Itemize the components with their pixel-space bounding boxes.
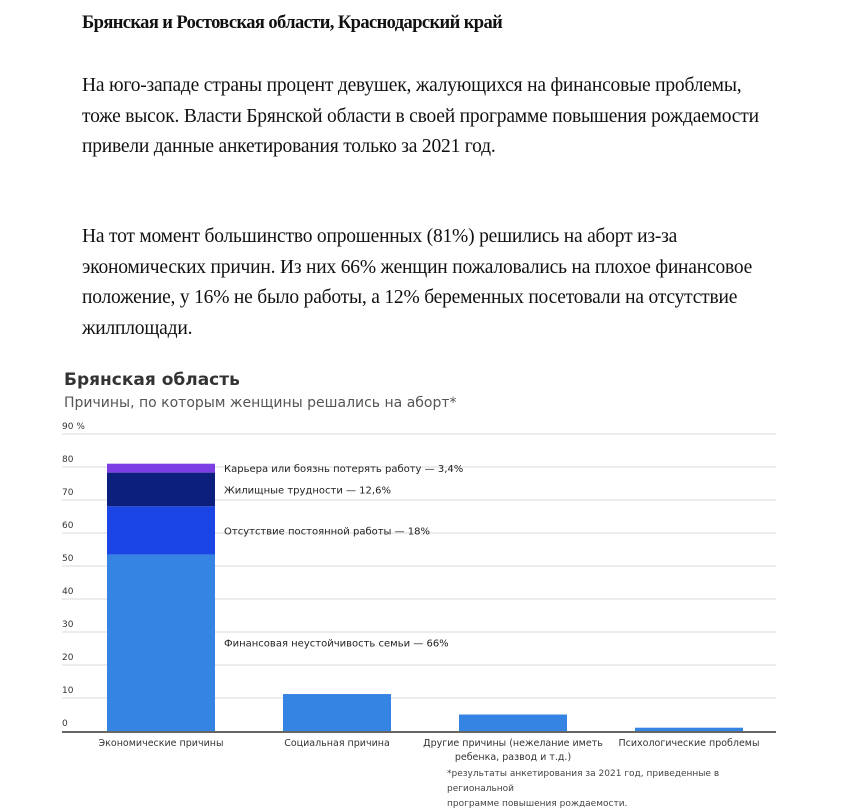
- y-tick-label: 0: [62, 719, 68, 729]
- x-tick-label: Психологические проблемы: [618, 738, 760, 749]
- section-heading: Брянская и Ростовская области, Краснодарский край: [82, 13, 503, 33]
- paragraph-1: На юго-западе страны процент девушек, жалующихся на финансовые проблемы, тоже высок. Власти Брянской области в своей программе повышения рождаемости привели данные анкетирования только за 2021 год.: [82, 75, 759, 157]
- bar-segment: [107, 506, 215, 554]
- y-tick-label: 10: [62, 686, 74, 696]
- x-tick-label: Другие причины (нежелание иметь: [423, 738, 603, 749]
- bar: [635, 728, 743, 731]
- bar: [459, 715, 567, 732]
- chart-subtitle: Причины, по которым женщины решались на аборт*: [64, 395, 457, 411]
- bars: [107, 464, 743, 731]
- x-tick-label: Экономические причины: [98, 738, 224, 749]
- y-tick-label: 40: [62, 587, 74, 597]
- y-tick-label: 80: [62, 455, 74, 465]
- y-tick-label: 90 %: [62, 422, 85, 432]
- x-tick-label: Социальная причина: [284, 738, 390, 749]
- footnote: [447, 767, 787, 812]
- footnote-line-1: *результаты анкетирования за 2021 год, приведенные в региональной: [447, 769, 720, 794]
- y-tick-label: 60: [62, 521, 74, 531]
- bar-segment: [107, 464, 215, 473]
- bar: [283, 694, 391, 731]
- y-tick-label: 30: [62, 620, 74, 630]
- segment-label: Финансовая неустойчивость семьи — 66%: [224, 638, 449, 650]
- y-tick-label: 20: [62, 653, 74, 663]
- segment-label: Карьера или боязнь потерять работу — 3,4%: [224, 464, 464, 476]
- segment-label: Жилищные трудности — 12,6%: [224, 485, 391, 497]
- x-tick-label: ребенка, развод и т.д.): [454, 752, 572, 763]
- segment-label: Отсутствие постоянной работы — 18%: [224, 526, 431, 538]
- bar-segment: [107, 554, 215, 731]
- y-tick-label: 50: [62, 554, 74, 564]
- chart-title: Брянская область: [64, 370, 240, 390]
- y-tick-label: 70: [62, 488, 74, 498]
- footnote-line-2: программе повышения рождаемости.: [447, 799, 628, 809]
- bar-segment: [107, 473, 215, 507]
- paragraph-2: На тот момент большинство опрошенных (81%) решились на аборт из-за экономических причин. Из них 66% женщин пожаловались на плохое финансовое положение, у 16% не было работы, а 12% беременных посетовали на отсутствие жилплощади.: [82, 226, 753, 339]
